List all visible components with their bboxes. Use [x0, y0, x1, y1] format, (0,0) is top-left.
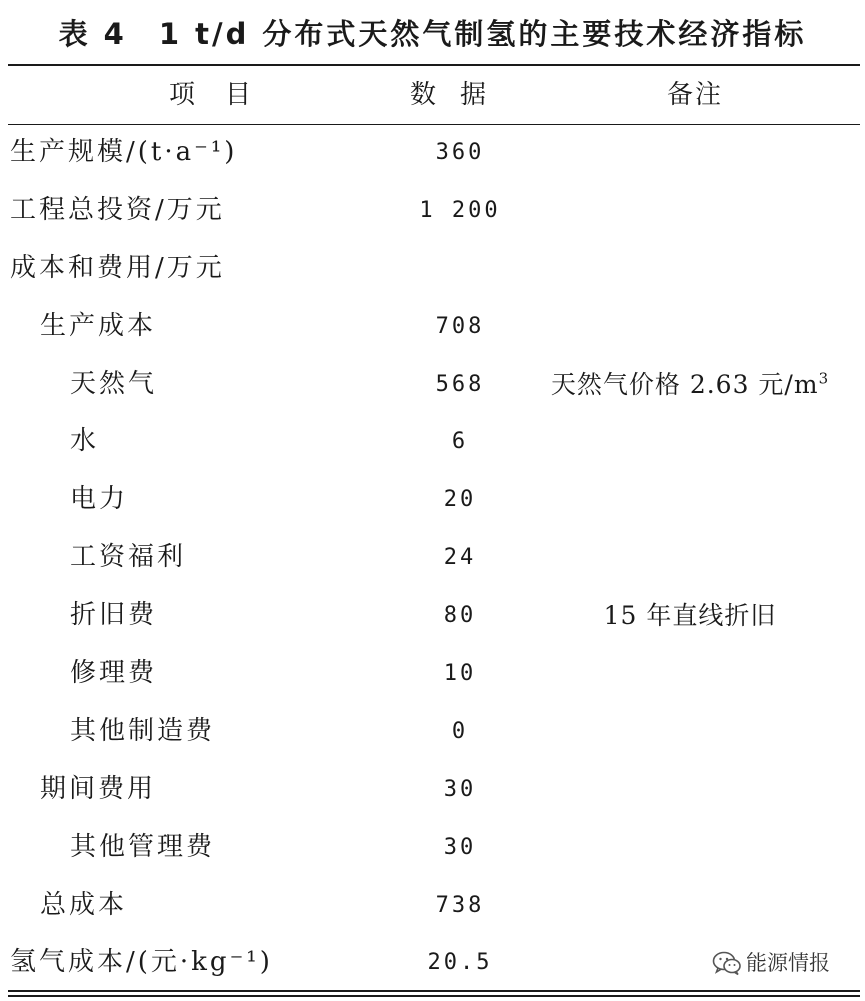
row-note-text: 天然气价格 2.63 元/m	[550, 369, 819, 399]
row-item-label: 其他制造费	[70, 715, 216, 746]
table-row	[0, 298, 865, 356]
table-row	[0, 819, 865, 877]
table-body	[0, 124, 865, 992]
row-data-value: 24	[443, 545, 477, 571]
row-item-label: 工资福利	[70, 542, 187, 573]
row-data-value: 0	[451, 718, 469, 744]
row-note	[520, 356, 860, 414]
watermark-text: 能源情报	[746, 951, 830, 975]
row-note	[520, 240, 860, 298]
row-data-value	[390, 240, 530, 298]
table-row	[0, 587, 865, 645]
header-data: 数据	[409, 80, 510, 110]
row-item-label: 期间费用	[40, 773, 157, 804]
row-note	[520, 298, 860, 356]
table-row	[0, 240, 865, 298]
table-row	[0, 645, 865, 703]
row-note	[520, 124, 860, 182]
row-data-value: 708	[435, 313, 485, 339]
table-bottom-rule	[8, 990, 860, 992]
table-row	[0, 182, 865, 240]
table-row	[0, 356, 865, 414]
row-item-label: 成本和费用/万元	[10, 252, 225, 283]
table-row	[0, 413, 865, 471]
wechat-icon	[712, 950, 742, 976]
table-row	[0, 529, 865, 587]
row-data-value: 738	[435, 892, 485, 918]
row-item-label: 生产成本	[40, 310, 157, 341]
row-note	[520, 703, 860, 761]
row-data-value: 1 200	[419, 197, 501, 223]
header-item: 项目	[168, 80, 281, 110]
row-note	[520, 471, 860, 529]
table-row	[0, 703, 865, 761]
row-item-label: 生产规模/(t·a⁻¹)	[10, 137, 238, 167]
row-note	[520, 413, 860, 471]
row-item-label: 折旧费	[70, 600, 158, 631]
row-item-label: 天然气	[70, 368, 158, 399]
row-note	[520, 877, 860, 935]
row-data-value: 6	[451, 429, 469, 455]
row-data-value: 360	[435, 140, 485, 165]
table-header-row	[0, 66, 865, 124]
row-data-value: 30	[443, 834, 477, 860]
row-item-label: 总成本	[40, 889, 128, 920]
table-row	[0, 124, 865, 182]
row-data-value: 80	[443, 603, 477, 629]
row-data-value: 568	[435, 371, 485, 397]
table-row	[0, 471, 865, 529]
row-note-superscript: 3	[818, 369, 830, 388]
row-note: 15 年直线折旧	[603, 601, 777, 631]
row-item-label: 氢气成本/(元·kg⁻¹)	[10, 947, 273, 978]
row-item-label: 电力	[70, 484, 129, 515]
table-title: 表 4 1 t/d 分布式天然气制氢的主要技术经济指标	[58, 17, 807, 51]
row-note	[520, 182, 860, 240]
row-note	[520, 819, 860, 877]
row-note	[520, 529, 860, 587]
source-watermark	[712, 946, 830, 980]
table-row	[0, 877, 865, 935]
row-item-label: 修理费	[70, 658, 158, 689]
row-item-label: 其他管理费	[70, 831, 216, 862]
row-data-value: 30	[443, 776, 477, 802]
row-note	[520, 761, 860, 819]
table-bottom-rule-double	[8, 995, 860, 997]
row-data-value: 20	[443, 487, 477, 513]
header-note: 备注	[666, 80, 723, 110]
row-item-label: 水	[70, 426, 100, 457]
table-row	[0, 761, 865, 819]
row-note	[520, 645, 860, 703]
row-data-value: 10	[443, 661, 477, 687]
row-data-value: 20.5	[427, 950, 493, 976]
row-item-label: 工程总投资/万元	[10, 194, 225, 225]
